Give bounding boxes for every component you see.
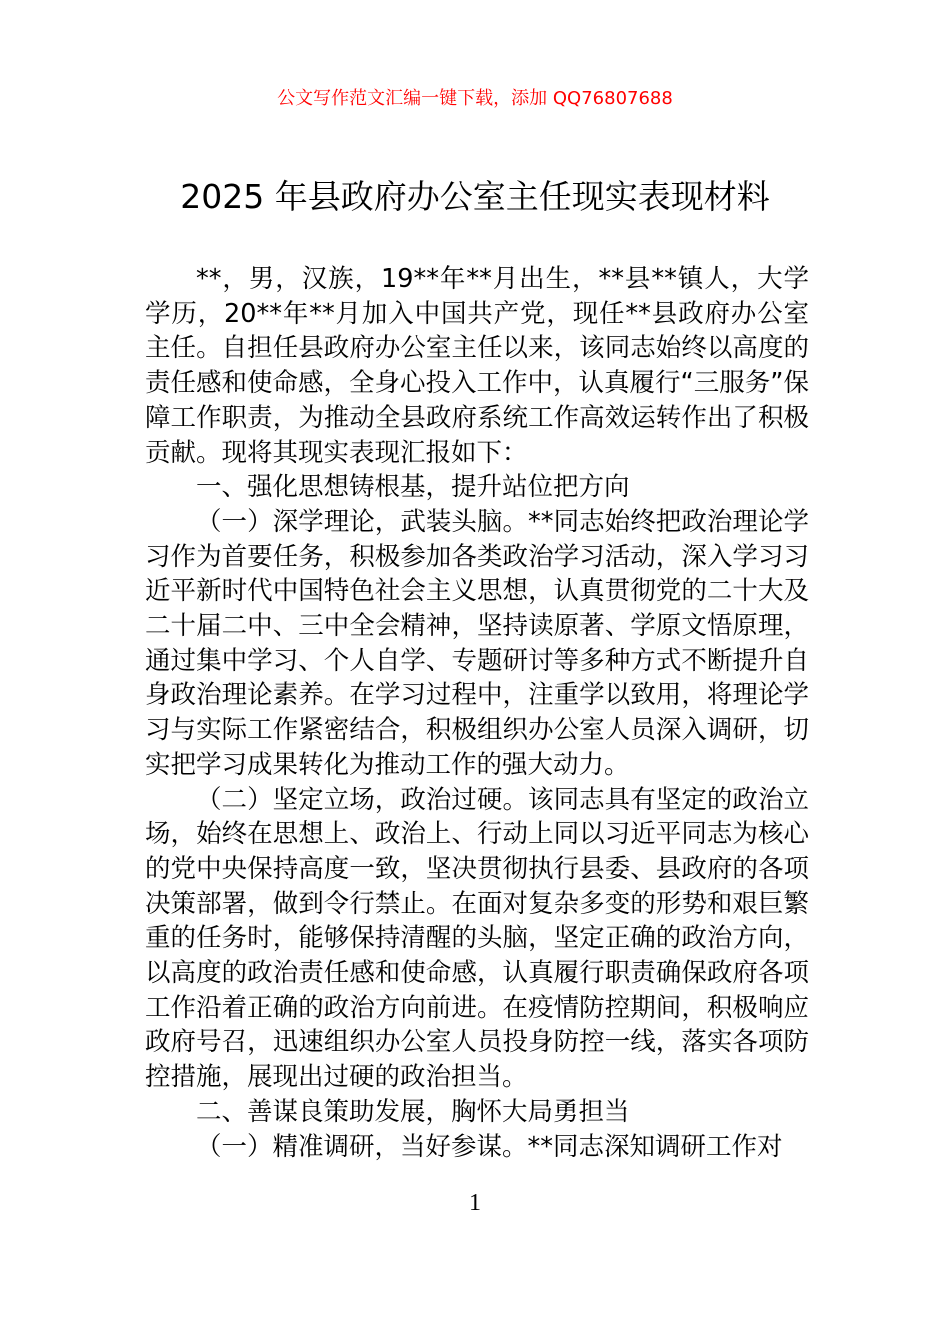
document-body	[145, 262, 809, 1164]
download-banner: 公文写作范文汇编一键下载，添加 QQ76807688	[277, 88, 673, 109]
section-heading-2: 二、善谋良策助发展，胸怀大局勇担当	[196, 1096, 630, 1127]
intro-paragraph: **，男，汉族，19**年**月出生，**县**镇人，大学学历，20**年**月加入中国共产党，现任**县政府办公室主任。自担任县政府办公室主任以来，该同志始终以高度的责任感和使命感，全身心投入工作中，认真履行“三服务”保障工作职责，为推动全县政府系统工作高效运转作出了积极贡献。现将其现实表现汇报如下：	[145, 264, 809, 468]
paragraph-1-1: （一）深学理论，武装头脑。**同志始终把政治理论学习作为首要任务，积极参加各类政治学习活动，深入学习习近平新时代中国特色社会主义思想，认真贯彻党的二十大及二十届二中、三中全会精神，坚持读原著、学原文悟原理，通过集中学习、个人自学、专题研讨等多种方式不断提升自身政治理论素养。在学习过程中，注重学以致用，将理论学习与实际工作紧密结合，积极组织办公室人员深入调研，切实把学习成果转化为推动工作的强大动力。	[145, 506, 809, 780]
page-number: 1	[469, 1190, 481, 1216]
document-title: 2025 年县政府办公室主任现实表现材料	[180, 177, 770, 216]
section-heading-1: 一、强化思想铸根基，提升站位把方向	[196, 472, 630, 503]
paragraph-2-1: （一）精准调研，当好参谋。**同志深知调研工作对	[196, 1131, 783, 1162]
paragraph-1-2: （二）坚定立场，政治过硬。该同志具有坚定的政治立场，始终在思想上、政治上、行动上同以习近平同志为核心的党中央保持高度一致，坚决贯彻执行县委、县政府的各项决策部署，做到令行禁止。在面对复杂多变的形势和艰巨繁重的任务时，能够保持清醒的头脑，坚定正确的政治方向，以高度的政治责任感和使命感，认真履行职责确保政府各项工作沿着正确的政治方向前进。在疫情防控期间，积极响应政府号召，迅速组织办公室人员投身防控一线，落实各项防控措施，展现出过硬的政治担当。	[145, 784, 809, 1093]
